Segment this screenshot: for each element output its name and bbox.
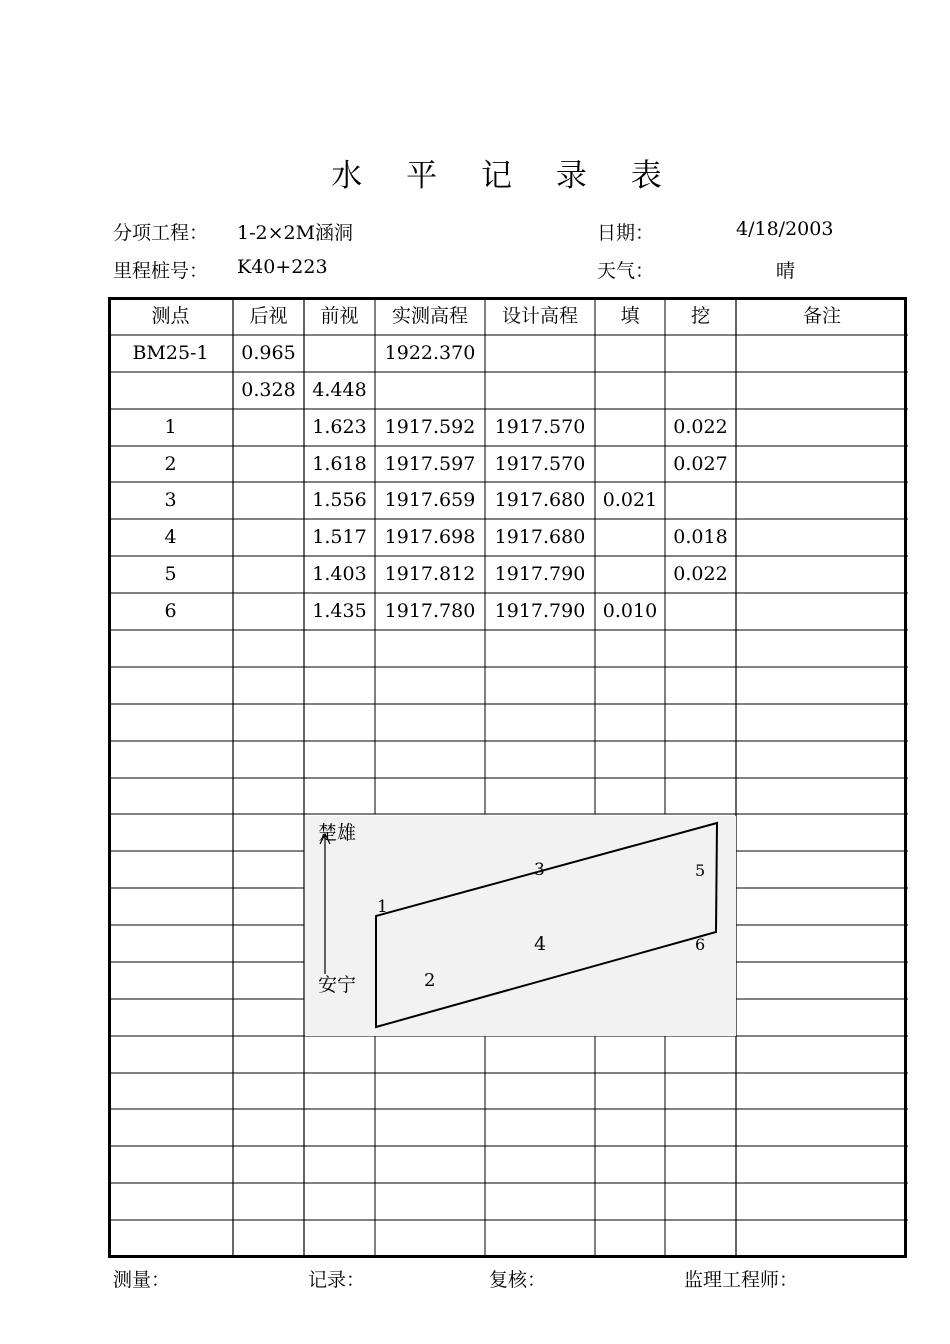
weather-value: 晴 <box>776 260 796 282</box>
table-cell: 1917.597 <box>384 453 476 475</box>
project-value: 1-2×2M涵洞 <box>237 222 354 244</box>
table-cell: 0.965 <box>241 342 296 364</box>
column-header: 实测高程 <box>391 305 468 327</box>
weather-label: 天气： <box>597 260 655 282</box>
table-cell: 0.022 <box>673 416 728 438</box>
table-cell: 2 <box>164 453 177 475</box>
point-label-3: 3 <box>534 860 545 880</box>
table-cell: 1.623 <box>312 416 367 438</box>
station-value: K40+223 <box>237 256 328 278</box>
table-cell: 1.403 <box>312 563 367 585</box>
table-cell: 1917.790 <box>494 563 586 585</box>
table-cell: 0.021 <box>602 489 658 511</box>
table-cell: 1922.370 <box>384 342 476 364</box>
point-label-4: 4 <box>534 933 547 955</box>
table-cell: 1.556 <box>312 489 367 511</box>
culvert-outline <box>376 823 717 1027</box>
table-cell: 1.517 <box>312 526 367 548</box>
table-cell: 6 <box>164 600 177 622</box>
column-header: 填 <box>620 305 640 327</box>
point-label-2: 2 <box>424 970 436 991</box>
column-header: 设计高程 <box>501 305 578 327</box>
project-label: 分项工程： <box>113 222 209 244</box>
south-label: 安宁 <box>318 974 357 996</box>
table-cell: 1.435 <box>312 600 367 622</box>
table-cell: 5 <box>164 563 177 585</box>
table-cell: 1917.659 <box>384 489 476 511</box>
column-header: 备注 <box>802 305 841 327</box>
table-cell: 1.618 <box>312 453 367 475</box>
record-table <box>108 297 908 1259</box>
page-title: 水 平 记 录 表 <box>331 158 679 194</box>
column-header: 后视 <box>249 305 288 327</box>
date-value: 4/18/2003 <box>736 218 834 240</box>
column-header: 挖 <box>690 305 710 327</box>
table-cell: 1 <box>164 416 177 438</box>
table-cell: 1917.698 <box>384 526 476 548</box>
supervisor-label: 监理工程师： <box>684 1269 799 1291</box>
column-header: 测点 <box>151 305 190 327</box>
table-cell: 3 <box>164 489 177 511</box>
table-cell: BM25-1 <box>132 342 209 364</box>
table-cell: 1917.812 <box>384 563 476 585</box>
table-cell: 0.010 <box>602 600 658 622</box>
measure-label: 测量： <box>113 1269 171 1291</box>
point-label-5: 5 <box>695 861 706 880</box>
sketch-drawing <box>305 816 736 1036</box>
date-label: 日期： <box>597 222 655 244</box>
column-header: 前视 <box>320 305 359 327</box>
table-cell: 1917.780 <box>384 600 476 622</box>
table-cell: 4.448 <box>312 379 367 401</box>
point-label-1: 1 <box>377 897 388 917</box>
table-cell: 0.018 <box>673 526 728 548</box>
table-cell: 0.027 <box>673 453 728 475</box>
table-cell: 1917.592 <box>384 416 476 438</box>
sketch-area <box>305 816 736 1036</box>
table-cell: 0.022 <box>673 563 728 585</box>
station-label: 里程桩号： <box>113 260 209 282</box>
table-cell: 1917.570 <box>494 416 586 438</box>
point-label-6: 6 <box>695 935 706 954</box>
table-cell: 1917.790 <box>494 600 586 622</box>
north-label: 楚雄 <box>318 822 357 844</box>
record-label: 记录： <box>308 1269 366 1291</box>
review-label: 复核： <box>489 1269 547 1291</box>
table-cell: 4 <box>164 526 177 548</box>
table-cell: 1917.680 <box>494 489 586 511</box>
table-cell: 0.328 <box>241 379 296 401</box>
table-cell: 1917.680 <box>494 526 586 548</box>
table-cell: 1917.570 <box>494 453 586 475</box>
